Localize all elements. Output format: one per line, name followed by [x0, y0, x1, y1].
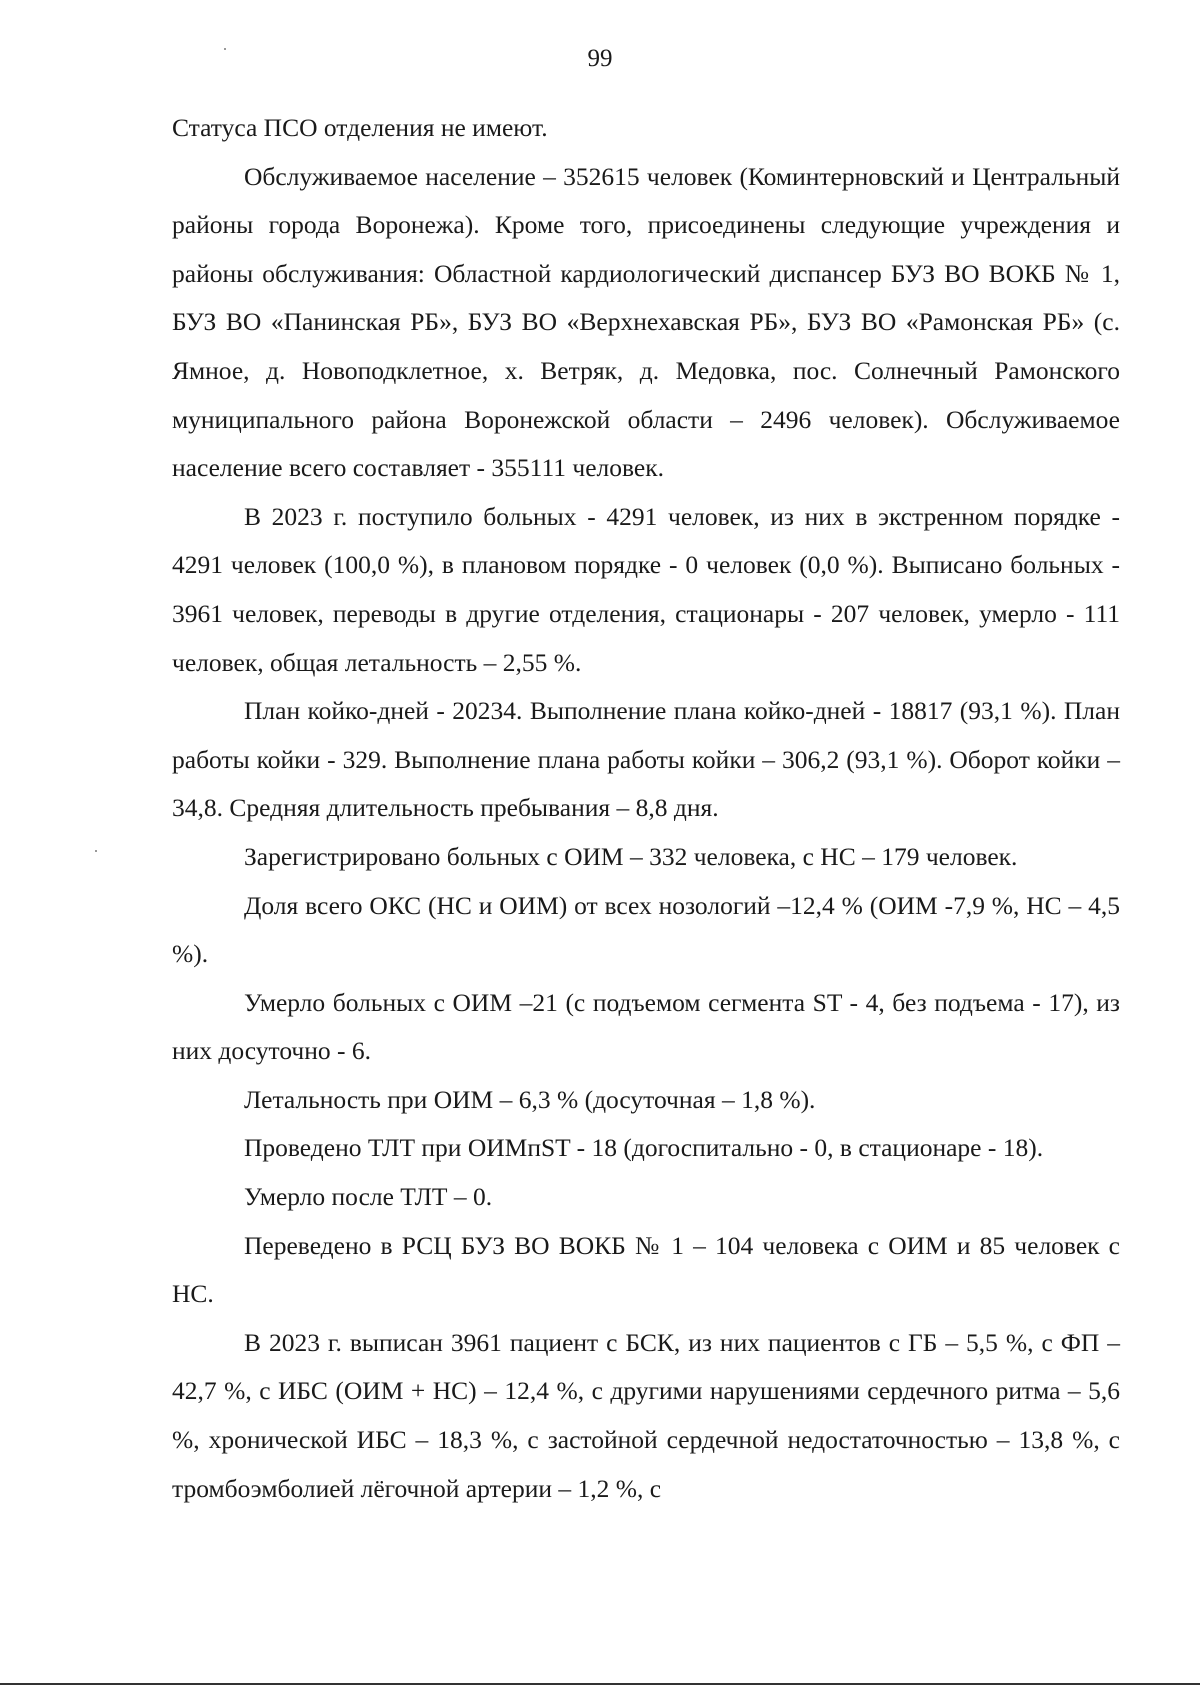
paragraph-admissions-2023: В 2023 г. поступило больных - 4291 человек, из них в экстренном порядке - 4291 человек (100,0 %), в плановом порядке - 0 человек (0,0 %). Выписано больных - 3961 человек, переводы в другие отделения, стационары - 207 человек, умерло - 111 человек, общая летальность – 2,55 %.	[172, 501, 1120, 677]
paragraph-transfers-rsc: Переведено в РСЦ БУЗ ВО ВОКБ № 1 – 104 человека с ОИМ и 85 человек с НС.	[172, 1230, 1120, 1309]
paragraph-deaths-after-tlt: Умерло после ТЛТ – 0.	[244, 1182, 493, 1212]
paragraph-thrombolysis: Проведено ТЛТ при ОИМпST - 18 (догоспитально - 0, в стационаре - 18).	[244, 1133, 1044, 1163]
paragraph-served-population: Обслуживаемое население – 352615 человек (Коминтерновский и Центральный районы города Воронежа). Кроме того, присоединены следующие учреждения и районы обслуживания: Областной кардиологический диспансер БУЗ ВО ВОКБ № 1, БУЗ ВО «Панинская РБ», БУЗ ВО «Верхнехавская РБ», БУЗ ВО «Рамонская РБ» (с. Ямное, д. Новоподклетное, х. Ветряк, д. Медовка, пос. Солнечный Рамонского муниципального района Воронежской области – 2496 человек). Обслуживаемое население всего составляет - 355111 человек.	[172, 161, 1120, 483]
scan-speck	[95, 850, 97, 852]
scan-speck	[224, 48, 226, 50]
paragraph-pso-status: Статуса ПСО отделения не имеют.	[172, 113, 548, 142]
paragraph-registered-ami: Зарегистрировано больных с ОИМ – 332 человека, с НС – 179 человек.	[244, 841, 1018, 871]
page-number: 99	[587, 45, 613, 72]
document-body	[172, 104, 1120, 1513]
paragraph-bed-days-plan: План койко-дней - 20234. Выполнение плана койко-дней - 18817 (93,1 %). План работы койки - 329. Выполнение плана работы койки – 306,2 (93,1 %). Оборот койки – 34,8. Средняя длительность пребывания – 8,8 дня.	[172, 696, 1120, 823]
paragraph-ami-mortality: Летальность при ОИМ – 6,3 % (досуточная – 1,8 %).	[244, 1084, 816, 1114]
paragraph-ami-deaths: Умерло больных с ОИМ –21 (с подъемом сегмента ST - 4, без подъема - 17), из них досуточно - 6.	[172, 987, 1120, 1066]
bottom-rule	[0, 1683, 1200, 1685]
paragraph-discharged-bsk: В 2023 г. выписан 3961 пациент с БСК, из них пациентов с ГБ – 5,5 %, с ФП – 42,7 %, с ИБС (ОИМ + НС) – 12,4 %, с другими нарушениями сердечного ритма – 5,6 %, хронической ИБС – 18,3 %, с застойной сердечной недостаточностью – 13,8 %, с тромбоэмболией лёгочной артерии – 1,2 %, с	[172, 1327, 1120, 1503]
paragraph-acs-share: Доля всего ОКС (НС и ОИМ) от всех нозологий –12,4 % (ОИМ -7,9 %, НС – 4,5 %).	[172, 890, 1120, 969]
